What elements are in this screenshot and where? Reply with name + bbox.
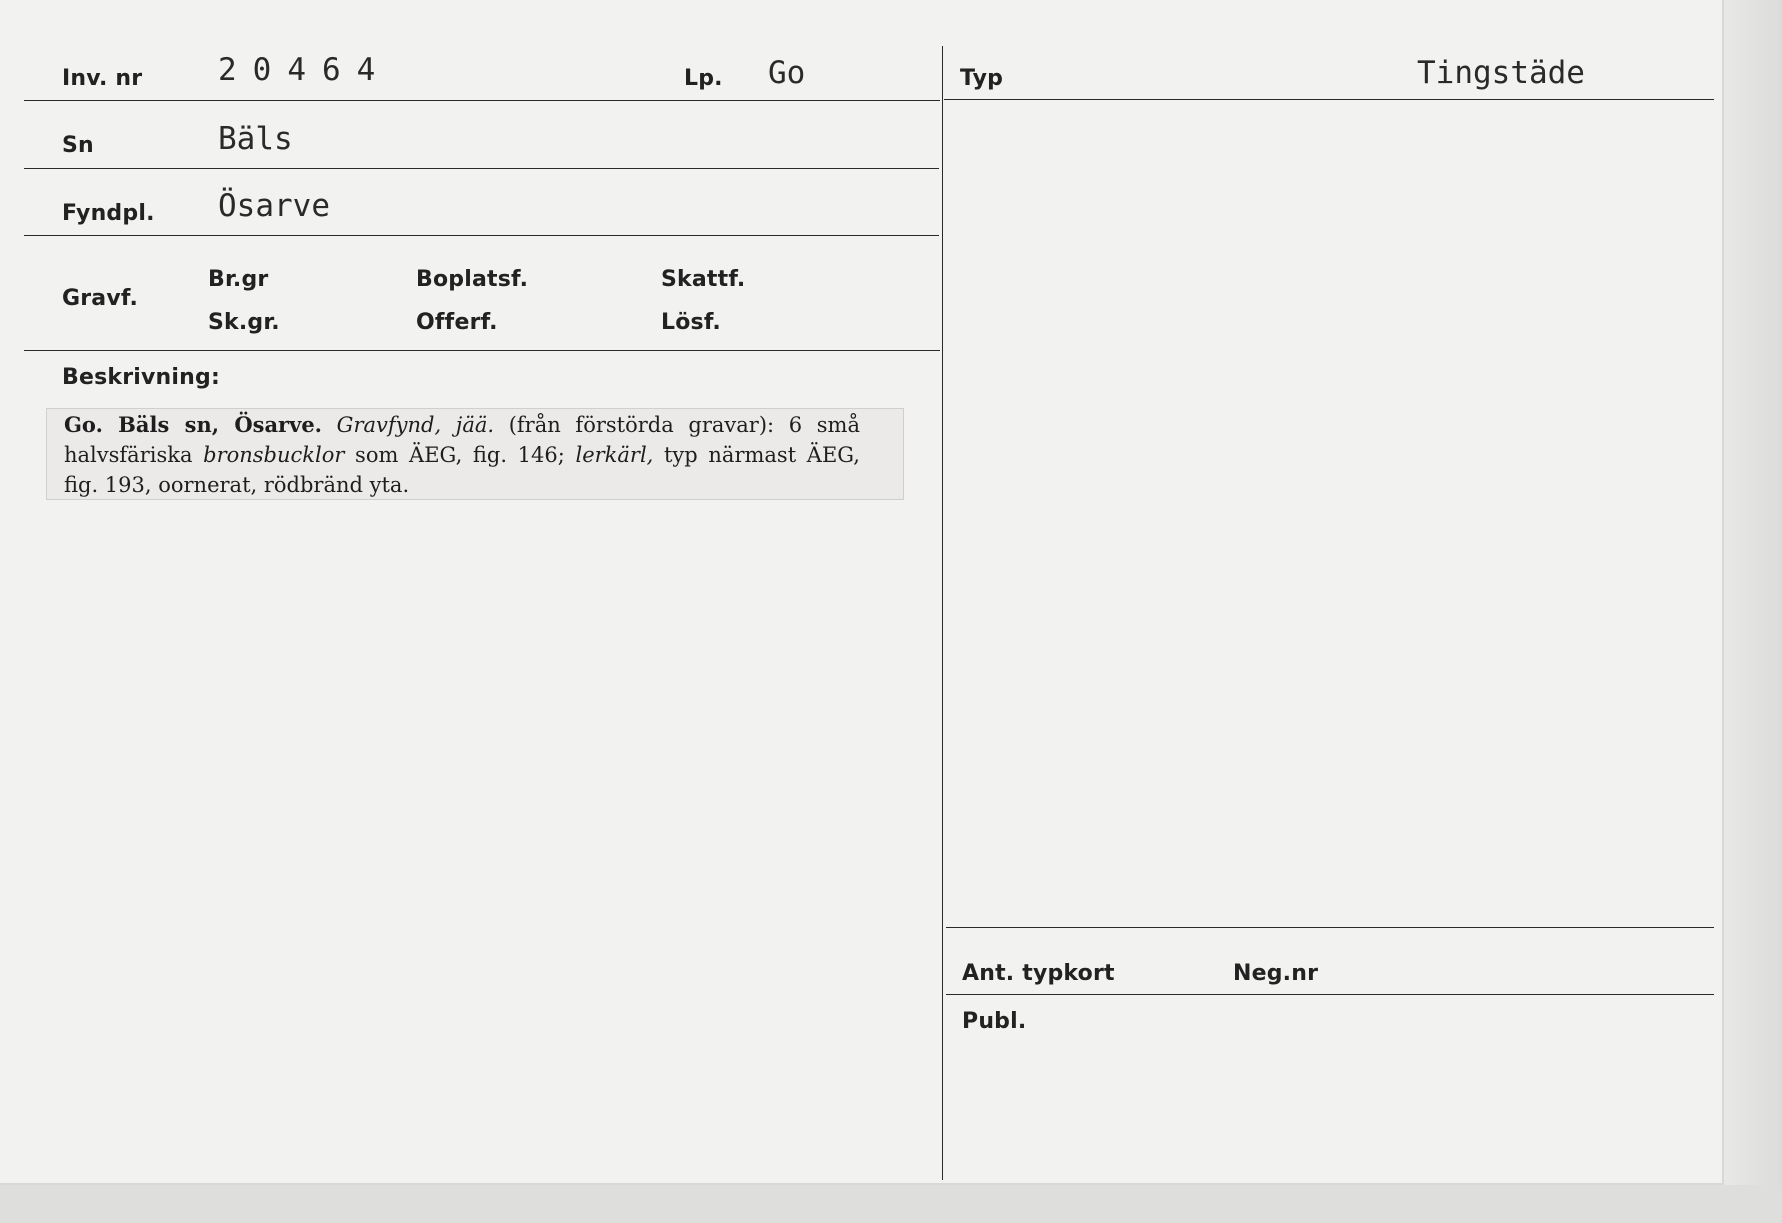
fyndpl-label: Fyndpl. [62, 201, 155, 226]
description-bronsbucklor: bronsbucklor [203, 443, 345, 467]
right-divider-bottom [946, 994, 1714, 995]
row-divider-1-left [24, 100, 940, 101]
row-divider-2 [24, 168, 939, 169]
sn-value: Bäls [218, 121, 293, 157]
brgr-label: Br.gr [208, 267, 269, 292]
inv-nr-value: 20464 [218, 52, 392, 88]
description-part-2: som ÄEG, fig. 146; [344, 443, 576, 467]
right-divider-top [946, 927, 1714, 928]
offerf-label: Offerf. [416, 310, 498, 335]
description-part-3: typ närmast ÄEG, fig. 193, oornerat, rödbränd yta. [64, 443, 860, 497]
typ-label: Typ [960, 66, 1004, 91]
row-divider-1-right [944, 99, 1714, 100]
description-space [322, 413, 337, 437]
row-divider-4 [24, 350, 940, 351]
lp-label: Lp. [684, 66, 723, 91]
gravf-label: Gravf. [62, 286, 139, 311]
boplatsf-label: Boplatsf. [416, 267, 529, 292]
typ-value: Tingstäde [1417, 55, 1585, 91]
beskrivning-label: Beskrivning: [62, 365, 220, 390]
description-gravfynd: Gravfynd, jää. [336, 413, 495, 437]
description-part-1: (från förstörda gravar): 6 små halvsfäriska [64, 413, 860, 467]
inv-nr-label: Inv. nr [62, 66, 143, 91]
column-divider [942, 46, 943, 1180]
sn-label: Sn [62, 133, 94, 158]
description-lerkarl: lerkärl, [575, 443, 654, 467]
scan-edge-right [1724, 0, 1782, 1223]
skgr-label: Sk.gr. [208, 310, 280, 335]
publ-label: Publ. [962, 1009, 1027, 1034]
row-divider-3 [24, 235, 939, 236]
description-heading: Go. Bäls sn, Ösarve. [64, 412, 322, 437]
lp-value: Go [768, 55, 806, 91]
losf-label: Lösf. [661, 310, 721, 335]
ant-typkort-label: Ant. typkort [962, 961, 1115, 986]
skattf-label: Skattf. [661, 267, 746, 292]
negnr-label: Neg.nr [1233, 961, 1319, 986]
scan-edge-bottom [0, 1185, 1782, 1223]
fyndpl-value: Ösarve [218, 188, 330, 224]
description-text [64, 410, 860, 500]
